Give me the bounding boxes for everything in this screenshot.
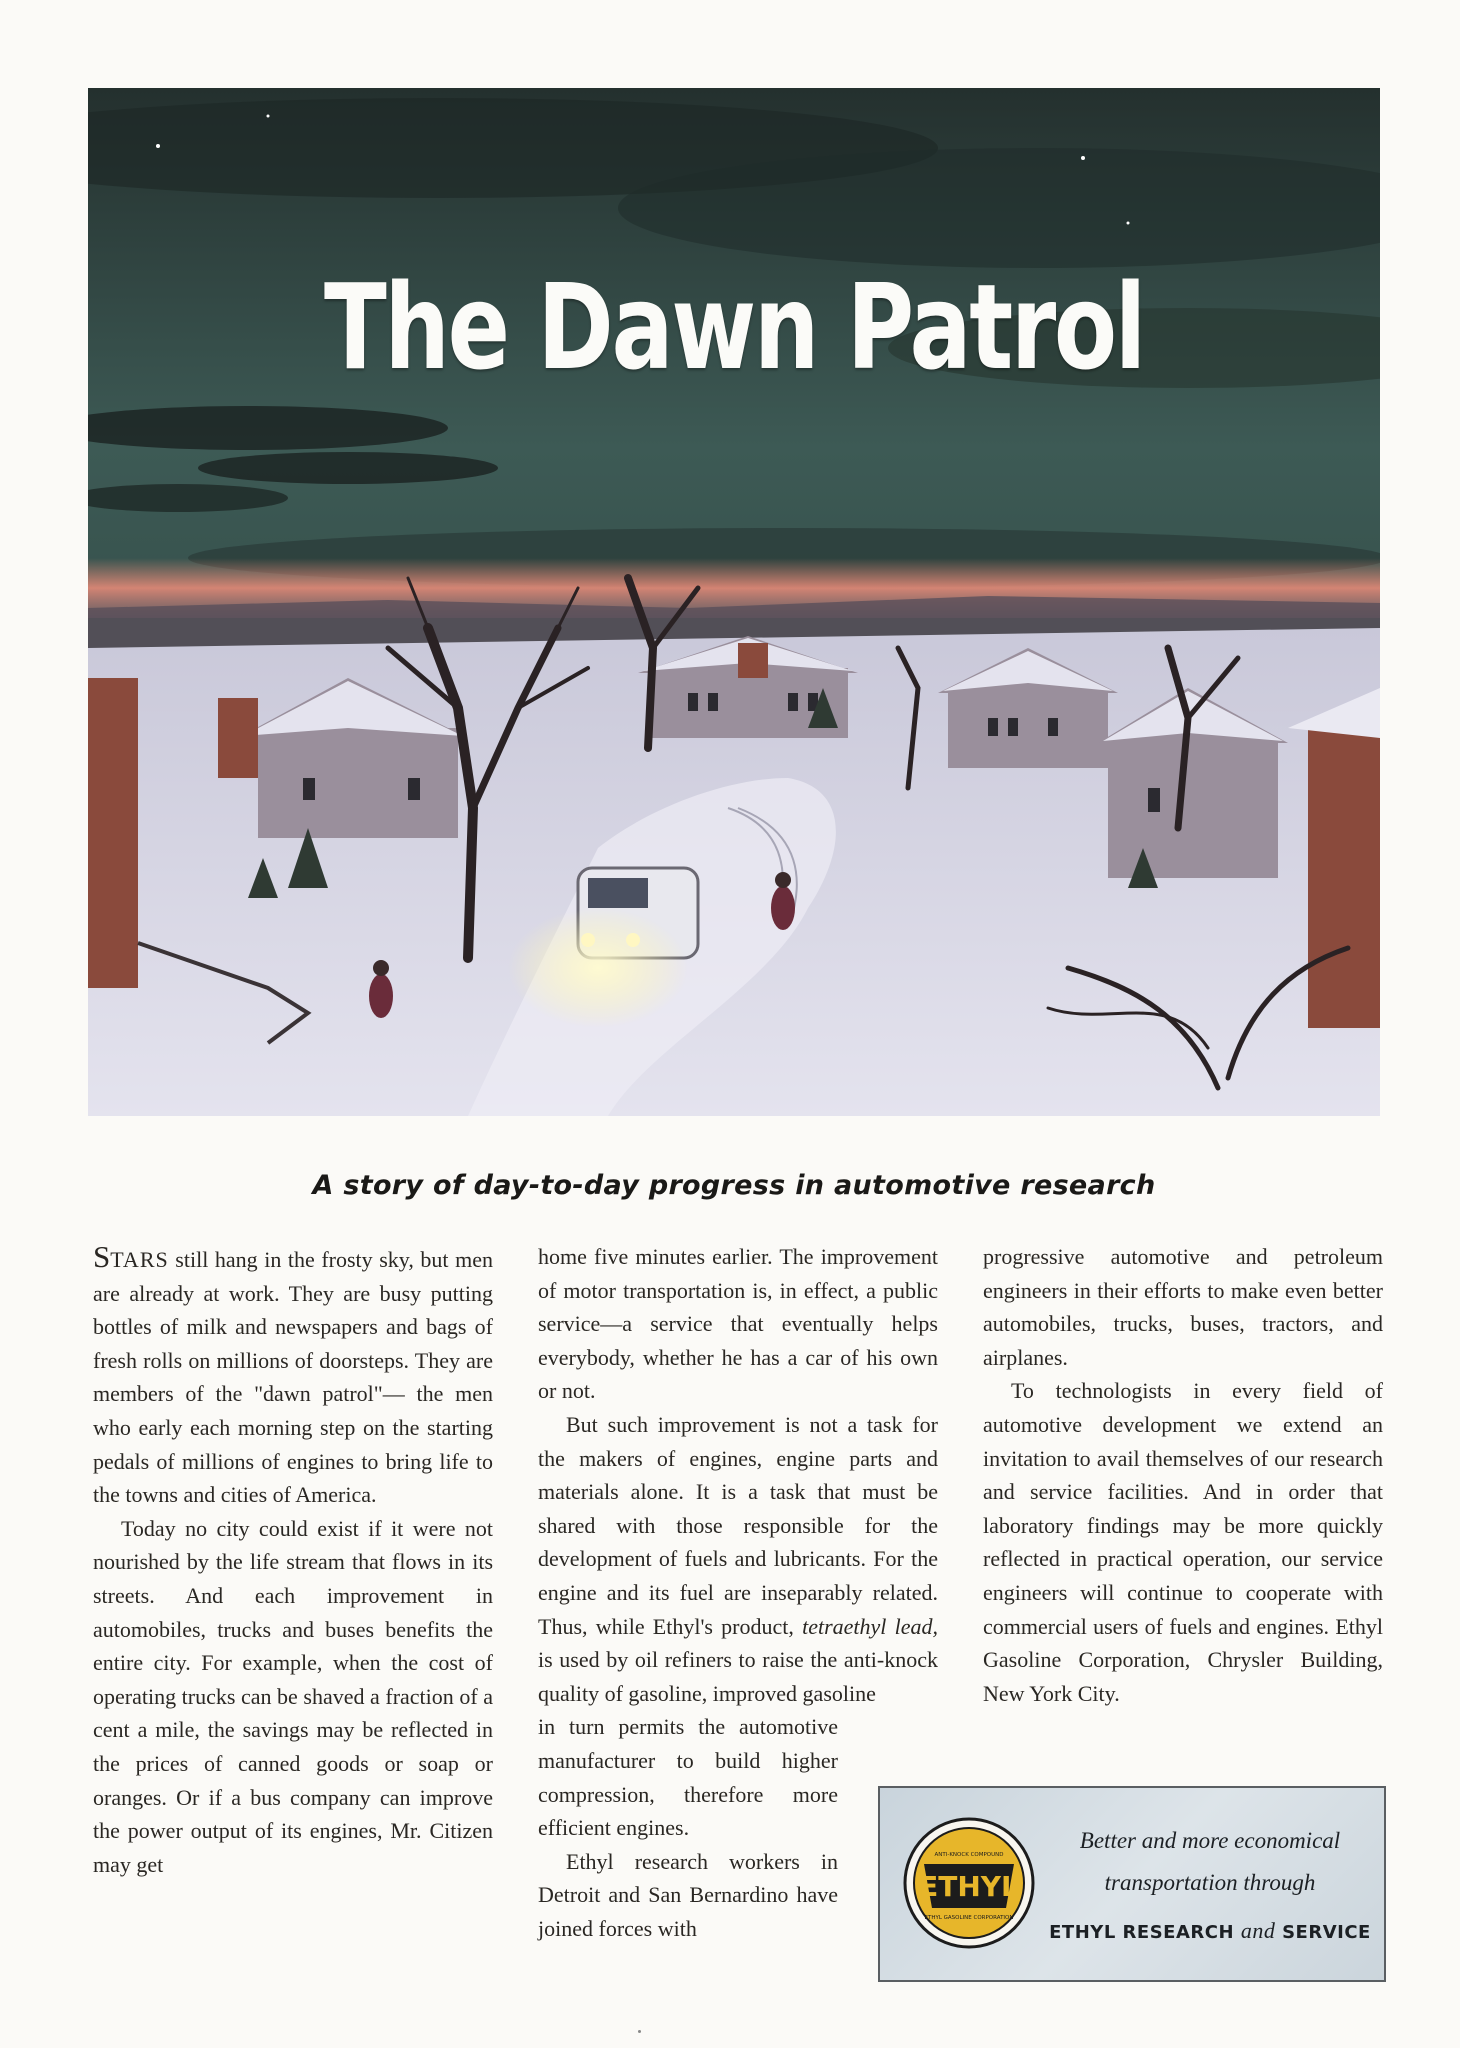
- slogan-service: SERVICE: [1282, 1922, 1371, 1943]
- subheadline: A story of day-to-day progress in automotive research: [312, 1170, 1156, 1201]
- paragraph-3: [538, 1408, 938, 1710]
- ethyl-slogan-box: [878, 1786, 1386, 1982]
- body-column-3: [983, 1240, 1383, 1710]
- page-dot: [638, 2030, 641, 2033]
- paragraph-3-italic: tetraethyl lead,: [802, 1613, 938, 1639]
- headline: The Dawn Patrol: [323, 258, 1145, 396]
- paragraph-2-continued: home five minutes earlier. The improvement of motor transportation is, in effect, a public service—a service that eventually helps everybody, whether he has a car of his own or not.: [538, 1244, 938, 1404]
- slogan-and: and: [1240, 1918, 1276, 1943]
- paragraph-1: [93, 1240, 493, 1512]
- paragraph-3-text-b: is used by oil refiners to raise the anti-knock quality of gasoline, improved gasoline: [538, 1647, 938, 1706]
- ethyl-emblem-icon: [902, 1816, 1036, 1950]
- logo-ring-text: ETHYL GASOLINE CORPORATION: [924, 1915, 1014, 1921]
- small-caps-lead: TARS: [110, 1247, 169, 1272]
- paragraph-3-continued: in turn permits the automotive manufacturer to build higher compression, therefore more efficient engines.: [538, 1714, 838, 1841]
- logo-top-text: ANTI-KNOCK COMPOUND: [934, 1852, 1004, 1858]
- slogan-line-2: transportation through: [1104, 1870, 1316, 1895]
- winter-village-illustration: [88, 88, 1380, 1116]
- slogan-research: ETHYL RESEARCH: [1049, 1922, 1235, 1943]
- paragraph-4: Ethyl research workers in Detroit and San Bernardino have joined forces with: [538, 1848, 838, 1941]
- paragraph-5: To technologists in every field of automotive development we extend an invitation to avail themselves of our research and service facilities. And in order that laboratory findings may be more quickly reflected in practical operation, our service engineers will continue to cooperate with commercial users of fuels and engines. Ethyl Gasoline Corporation, Chrysler Building, New York City.: [983, 1378, 1383, 1706]
- slogan-line-1: Better and more economical: [1079, 1828, 1341, 1853]
- paragraph-3-text-a: But such improvement is not a task for the makers of engines, engine parts and materials alone. It is a task that must be shared with those responsible for the development of fuels and lubricants. For the engine and its fuel are inseparably related. Thus, while Ethyl's product,: [538, 1411, 938, 1639]
- logo-name: ETHYL: [919, 1870, 1019, 1903]
- painting-dawn-patrol: [88, 88, 1380, 1116]
- drop-cap: S: [93, 1239, 111, 1274]
- ethyl-logo: [902, 1816, 1036, 1950]
- paragraph-1-text: still hang in the frosty sky, but men are already at work. They are busy putting bottles of milk and newspapers and bags of fresh rolls on millions of doorsteps. They are members of the "dawn patrol"— the men who early each morning step on the starting pedals of millions of engines to bring life to the towns and cities of America.: [93, 1247, 493, 1508]
- paragraph-4-continued: progressive automotive and petroleum engineers in their efforts to make even better automobiles, trucks, buses, tractors, and airplanes.: [983, 1244, 1383, 1370]
- slogan-line-3: [1040, 1918, 1380, 1944]
- paragraph-2: Today no city could exist if it were not nourished by the life stream that flows in its streets. And each improvement in automobiles, trucks and buses benefits the entire city. For example, when the cost of operating trucks can be shaved a fraction of a cent a mile, the savings may be reflected in the prices of canned goods or soap or oranges. Or if a bus company can improve the power output of its engines, Mr. Citizen may get: [93, 1515, 493, 1877]
- column-2-narrow-block: [538, 1710, 838, 1945]
- body-column-1: [93, 1240, 493, 1881]
